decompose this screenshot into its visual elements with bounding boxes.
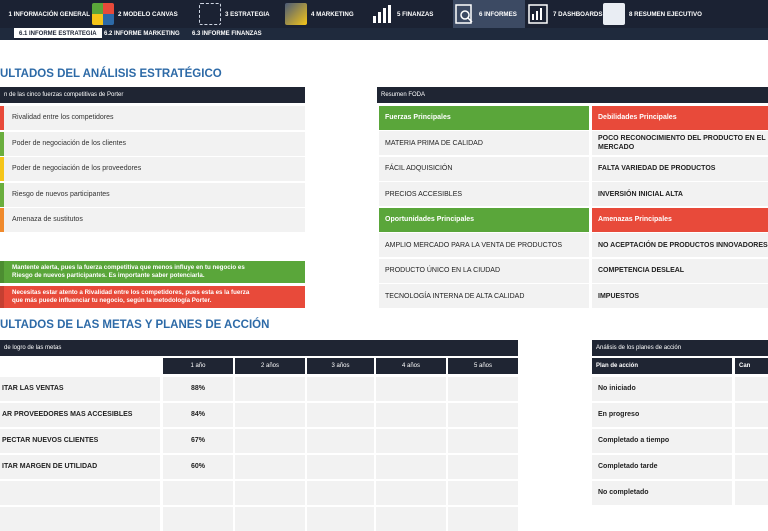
- plan-status-label: Completado a tiempo: [592, 429, 732, 453]
- nav-tab-label: 6 INFORMES: [479, 10, 517, 18]
- porter-force-label: Poder de negociación de los clientes: [12, 139, 127, 147]
- goal-value-cell: [235, 403, 305, 427]
- goal-value-cell: 84%: [163, 403, 233, 427]
- nav-tab-label: 2 MODELO CANVAS: [118, 10, 178, 18]
- goal-value-cell: 60%: [163, 455, 233, 479]
- porter-force-label: Amenaza de sustitutos: [12, 216, 83, 223]
- porter-force-row: [0, 157, 305, 181]
- status-indicator: [0, 132, 4, 156]
- nav-tab-dashboards[interactable]: [527, 0, 601, 28]
- foda-fortalezas-item: [379, 131, 589, 155]
- nav-tab-resumen-ejecutivo[interactable]: [603, 0, 753, 28]
- porter-alert: [0, 286, 305, 308]
- nav-tab-label: 8 RESUMEN EJECUTIVO: [629, 10, 702, 18]
- alert-text-line: Riesgo de nuevos participantes. Es importante saber potenciarla.: [12, 272, 205, 279]
- foda-item-text: NO ACEPTACIÓN DE PRODUCTOS INNOVADORES: [598, 241, 768, 249]
- porter-force-row: [0, 208, 305, 232]
- subtab-informe-finanzas[interactable]: 6.3 INFORME FINANZAS: [192, 31, 262, 37]
- goal-value-cell: [163, 481, 233, 505]
- foda-header: Resumen FODA: [377, 87, 768, 103]
- strategic-section-title: ULTADOS DEL ANÁLISIS ESTRATÉGICO: [0, 68, 222, 80]
- foda-oportunidades-item: [379, 233, 589, 257]
- status-indicator: [0, 208, 4, 232]
- plans-header: Análisis de los planes de acción: [592, 340, 768, 356]
- porter-force-label: Riesgo de nuevos participantes: [12, 190, 110, 198]
- foda-oportunidades-item: [379, 284, 589, 308]
- foda-amenazas-item: [592, 233, 768, 257]
- goals-col-header: 1 año: [163, 358, 233, 374]
- goal-row-label: [0, 481, 160, 505]
- goals-col-header: 2 años: [235, 358, 305, 374]
- foda-fortalezas-item: [379, 182, 589, 206]
- goal-value-cell: [307, 507, 374, 531]
- goals-section-title: ULTADOS DE LAS METAS Y PLANES DE ACCIÓN: [0, 319, 270, 331]
- goal-row-label: ITAR MARGEN DE UTILIDAD: [0, 455, 160, 479]
- goal-value-cell: [235, 455, 305, 479]
- plan-count-cell: [735, 377, 768, 401]
- foda-item-text: COMPETENCIA DESLEAL: [598, 267, 685, 274]
- goals-col-header: 5 años: [448, 358, 518, 374]
- dashboard-icon: [527, 3, 549, 25]
- foda-item-text: PRECIOS ACCESIBLES: [385, 190, 463, 198]
- goal-value-cell: [448, 429, 518, 453]
- foda-item-text: FALTA VARIEDAD DE PRODUCTOS: [598, 165, 716, 172]
- porter-force-row: [0, 106, 305, 130]
- goal-value-cell: [307, 377, 374, 401]
- alert-text-line: que más puede influenciar tu negocio, según la metodología Porter.: [12, 297, 212, 304]
- porter-force-row: [0, 132, 305, 156]
- foda-item-text: IMPUESTOS: [598, 292, 640, 300]
- goal-row-label: PECTAR NUEVOS CLIENTES: [0, 429, 160, 453]
- goal-value-cell: [448, 377, 518, 401]
- info-icon: [0, 3, 5, 25]
- foda-debilidades-item: [592, 157, 768, 181]
- nav-tab-estrategia[interactable]: [199, 0, 283, 28]
- foda-item-text: PRODUCTO ÚNICO EN LA CIUDAD: [385, 267, 500, 274]
- status-indicator: [0, 157, 4, 181]
- foda-amenazas-item: [592, 284, 768, 308]
- alert-text-line: Necesitas estar atento a Rivalidad entre los competidores, pues esta es la fuerza: [12, 289, 250, 296]
- plan-status-label: En progreso: [592, 403, 732, 427]
- goal-value-cell: [307, 429, 374, 453]
- foda-debilidades-item: [592, 182, 768, 206]
- goal-value-cell: [376, 507, 446, 531]
- nav-tab-label: 7 DASHBOARDS: [553, 10, 603, 18]
- goal-value-cell: [163, 507, 233, 531]
- goal-value-cell: [307, 403, 374, 427]
- plans-count-col-header: Can: [735, 358, 768, 374]
- nav-tab-label: 5 FINANZAS: [397, 10, 434, 18]
- goal-value-cell: 67%: [163, 429, 233, 453]
- plan-status-label: Completado tarde: [592, 455, 732, 479]
- foda-weaknesses-header: Debilidades Principales: [592, 106, 768, 130]
- foda-opportunities-header: Oportunidades Principales: [379, 208, 589, 232]
- nav-tab-label: 3 ESTRATEGIA: [225, 10, 270, 18]
- porter-force-row: [0, 183, 305, 207]
- goals-header: de logro de las metas: [0, 340, 518, 356]
- goal-value-cell: [307, 455, 374, 479]
- top-navigation: [0, 0, 768, 28]
- plan-count-cell: [735, 403, 768, 427]
- plan-status-label: No completado: [592, 481, 732, 505]
- canvas-icon: [92, 3, 114, 25]
- plans-col-header: Plan de acción: [592, 358, 732, 374]
- nav-tab-info-general[interactable]: [0, 0, 90, 28]
- status-indicator: [0, 183, 4, 207]
- nav-tab-label: 1 INFORMACIÓN GENERAL: [8, 10, 90, 18]
- status-indicator: [0, 106, 4, 130]
- plan-status-label: No iniciado: [592, 377, 732, 401]
- foda-item-text: AMPLIO MERCADO PARA LA VENTA DE PRODUCTOS: [385, 241, 562, 249]
- nav-tab-label: 4 MARKETING: [311, 10, 354, 18]
- plan-count-cell: [735, 455, 768, 479]
- goal-value-cell: [376, 403, 446, 427]
- goal-row-label: [0, 507, 160, 531]
- goal-value-cell: [376, 455, 446, 479]
- goal-value-cell: [448, 507, 518, 531]
- goal-value-cell: [235, 507, 305, 531]
- goals-col-header: 4 años: [376, 358, 446, 374]
- goal-value-cell: [376, 377, 446, 401]
- porter-alert: [0, 261, 305, 283]
- goal-value-cell: [235, 481, 305, 505]
- foda-strengths-header: Fuerzas Principales: [379, 106, 589, 130]
- strategy-icon: [199, 3, 221, 25]
- goal-value-cell: [448, 455, 518, 479]
- nav-tab-finanzas[interactable]: [371, 0, 451, 28]
- foda-debilidades-item: [592, 131, 768, 155]
- nav-tab-marketing[interactable]: [285, 0, 369, 28]
- finance-chart-icon: [371, 3, 393, 25]
- subtab-informe-marketing[interactable]: 6.2 INFORME MARKETING: [104, 31, 180, 37]
- goal-value-cell: [376, 429, 446, 453]
- goals-col-header: 3 años: [307, 358, 374, 374]
- alert-text-line: Mantente alerta, pues la fuerza competitiva que menos influye en tu negocio es: [12, 264, 245, 271]
- goal-row-label: AR PROVEEDORES MAS ACCESIBLES: [0, 403, 160, 427]
- foda-item-text: INVERSIÓN INICIAL ALTA: [598, 190, 683, 198]
- goal-value-cell: [307, 481, 374, 505]
- goal-value-cell: [448, 481, 518, 505]
- foda-threats-header: Amenazas Principales: [592, 208, 768, 232]
- goal-value-cell: [235, 429, 305, 453]
- porter-header: n de las cinco fuerzas competitivas de Porter: [0, 87, 305, 103]
- foda-item-text: FÁCIL ADQUISICIÓN: [385, 165, 453, 172]
- alert-indicator: [0, 286, 4, 308]
- subtab-informe-estrategia[interactable]: 6.1 INFORME ESTRATEGIA: [14, 28, 102, 40]
- porter-force-label: Rivalidad entre los competidores: [12, 114, 114, 121]
- foda-oportunidades-item: [379, 259, 589, 283]
- goal-value-cell: [448, 403, 518, 427]
- nav-tab-modelo-canvas[interactable]: [92, 0, 197, 28]
- plan-count-cell: [735, 429, 768, 453]
- goal-value-cell: 88%: [163, 377, 233, 401]
- foda-amenazas-item: [592, 259, 768, 283]
- goal-value-cell: [235, 377, 305, 401]
- foda-fortalezas-item: [379, 157, 589, 181]
- goal-value-cell: [376, 481, 446, 505]
- alert-indicator: [0, 261, 4, 283]
- report-icon: [453, 3, 475, 25]
- foda-item-text: TECNOLOGÍA INTERNA DE ALTA CALIDAD: [385, 292, 525, 300]
- marketing-icon: [285, 3, 307, 25]
- nav-tab-informes[interactable]: [453, 0, 525, 28]
- goal-row-label: ITAR LAS VENTAS: [0, 377, 160, 401]
- summary-icon: [603, 3, 625, 25]
- porter-force-label: Poder de negociación de los proveedores: [12, 165, 142, 172]
- foda-item-text: MATERIA PRIMA DE CALIDAD: [385, 139, 483, 147]
- foda-item-text: POCO RECONOCIMIENTO DEL PRODUCTO EN EL MERCADO: [598, 135, 766, 151]
- plan-count-cell: [735, 481, 768, 505]
